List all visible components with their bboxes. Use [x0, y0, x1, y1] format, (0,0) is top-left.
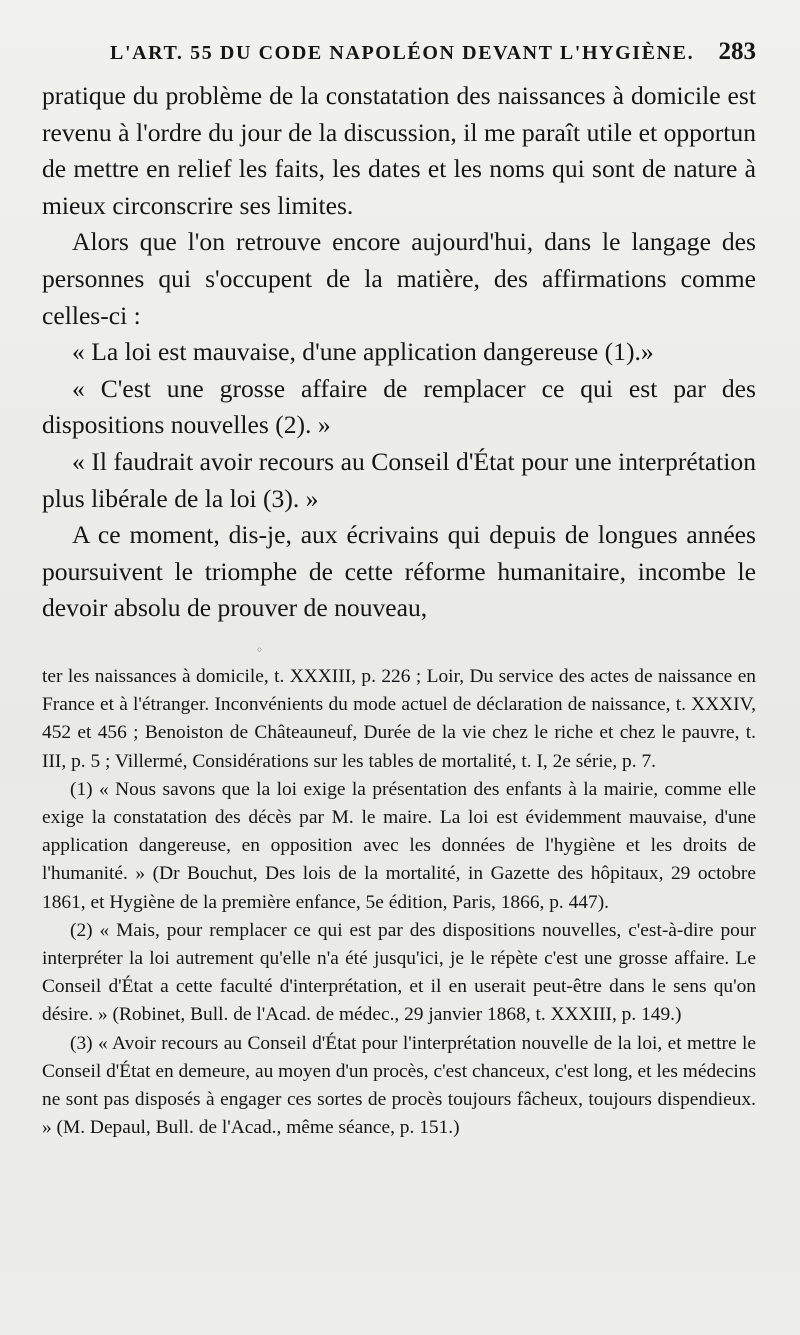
quote-paragraph: « C'est une grosse affaire de remplacer ce qui est par des dispositions nouvelles (2). »	[42, 373, 756, 440]
paragraph-continuation: pratique du problème de la constatation des naissances à domicile est revenu à l'ordre du jour de la discussion, il me paraît utile et opportun de mettre en relief les faits, les dates et les noms qui sont de nature à mieux circonscrire ses limites.	[42, 81, 756, 220]
quote-paragraph: « La loi est mauvaise, d'une application dangereuse (1).»	[72, 337, 654, 367]
page-number: 283	[718, 38, 756, 65]
quote-paragraph: « Il faudrait avoir recours au Conseil d'État pour une interprétation plus libérale de la loi (3). »	[42, 446, 756, 513]
footnote-2: (2) « Mais, pour remplacer ce qui est par des dispositions nouvelles, c'est-à-dire pour interpréter la loi autrement qu'elle n'a été jusqu'ici, je le répète c'est une grosse affaire. Le Conseil d'État a cette faculté d'interprétation, et il en userait peut-être dans le sens qu'on désire. » (Robinet, Bull. de l'Acad. de médec., 29 janvier 1868, t. XXXIII, p. 149.)	[42, 919, 756, 1026]
main-text	[42, 78, 756, 627]
running-title: L'ART. 55 DU CODE NAPOLÉON DEVANT L'HYGIÈNE.	[110, 42, 695, 64]
footnote-1: (1) « Nous savons que la loi exige la présentation des enfants à la mairie, comme elle exige la constatation des décès par M. le maire. La loi est évidemment mauvaise, d'une application dangereuse, en opposition avec les données de l'hygiène et les droits de l'humanité. » (Dr Bouchut, Des lois de la mortalité, in Gazette des hôpitaux, 29 octobre 1861, et Hygiène de la première enfance, 5e édition, Paris, 1866, p. 447).	[42, 778, 756, 913]
footnotes	[42, 663, 756, 1142]
paragraph: A ce moment, dis-je, aux écrivains qui depuis de longues années poursuivent le triomphe de cette réforme humanitaire, incombe le devoir absolu de prouver de nouveau,	[42, 520, 756, 623]
footnote-3: (3) « Avoir recours au Conseil d'État pour l'interprétation nouvelle de la loi, et mettre le Conseil d'État en demeure, au moyen d'un procès, c'est chanceux, c'est long, et les médecins ne sont pas disposés à engager ces sortes de procès toujours fâcheux, toujours dispendieux. » (M. Depaul, Bull. de l'Acad., même séance, p. 151.)	[42, 1032, 756, 1139]
paragraph: Alors que l'on retrouve encore aujourd'hui, dans le langage des personnes qui s'occupent de la matière, des affirmations comme celles-ci :	[42, 227, 756, 330]
page-header	[42, 36, 756, 76]
separator-mark: ◦	[256, 642, 264, 657]
separator	[42, 627, 756, 663]
footnote-continuation: ter les naissances à domicile, t. XXXIII, p. 226 ; Loir, Du service des actes de naissance en France et à l'étranger. Inconvénients du mode actuel de déclaration de naissance, t. XXXIV, 452 et 456 ; Benoiston de Châteauneuf, Durée de la vie chez le riche et chez le pauvre, t. III, p. 5 ; Villermé, Considérations sur les tables de mortalité, t. I, 2e série, p. 7.	[42, 665, 756, 772]
